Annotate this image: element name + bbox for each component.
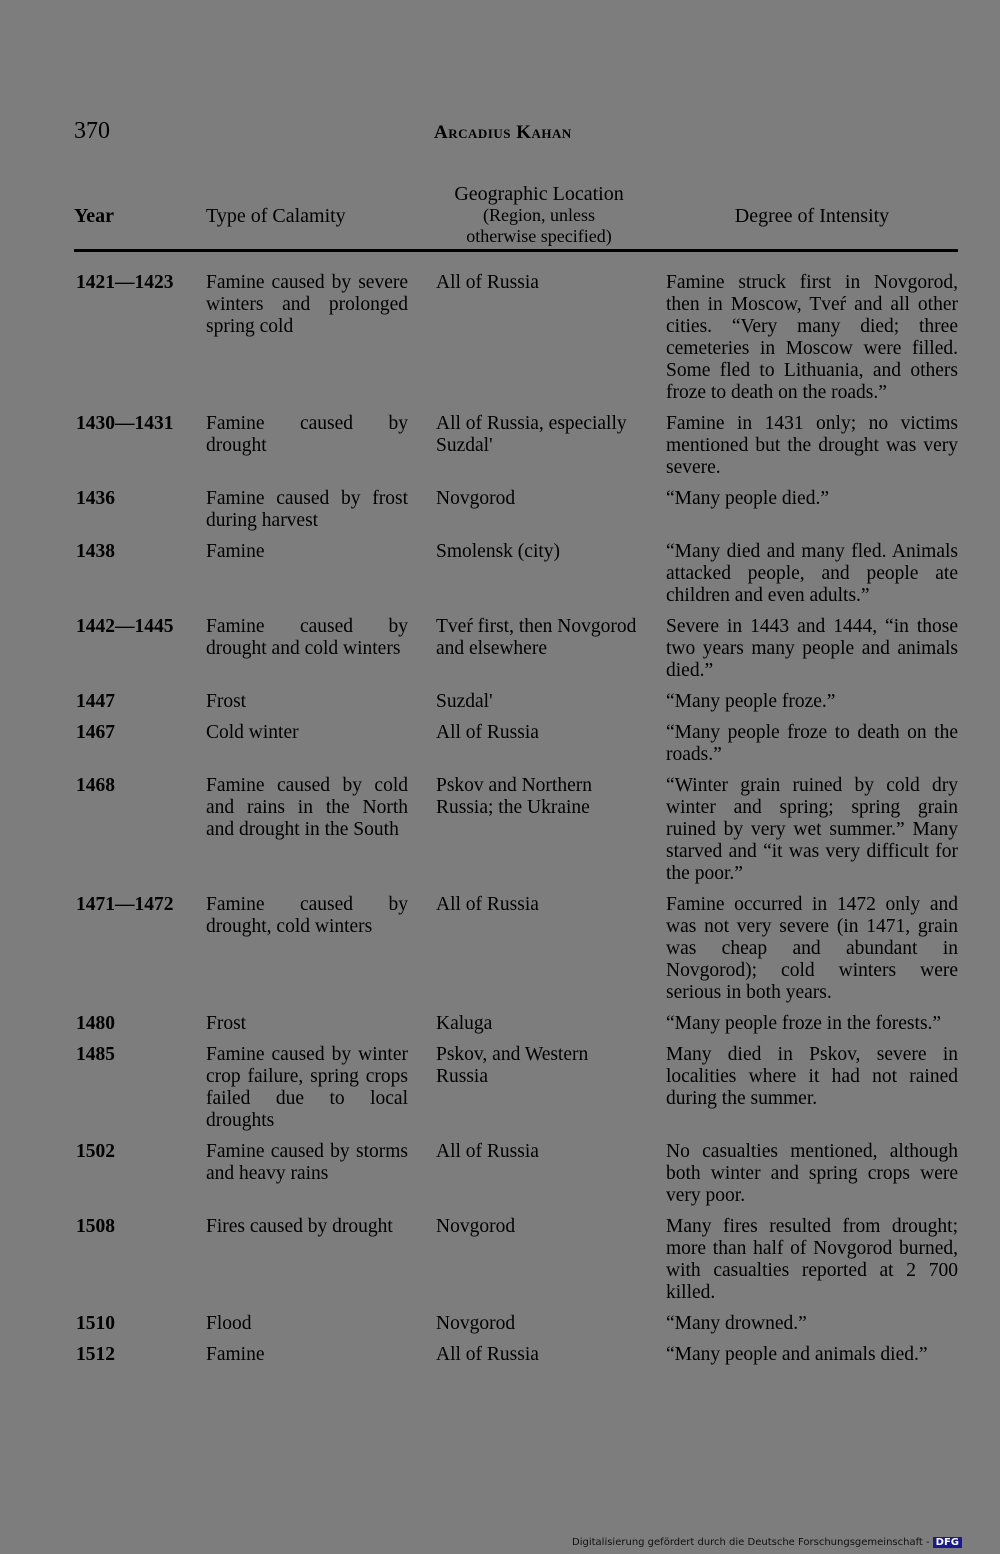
cell-year: 1467 [76, 722, 115, 743]
cell-type: Famine [206, 541, 265, 562]
cell-type: Flood [206, 1313, 252, 1334]
cell-location: All of Russia [436, 1141, 539, 1162]
cell-type: Frost [206, 1013, 247, 1034]
table-row [74, 1044, 958, 1141]
header-location-sub2: otherwise specified) [466, 226, 612, 246]
cell-intensity: Famine struck first in Novgorod, then in Moscow, Tveŕ and all other cities. “Very many died; three cemeteries in Moscow were filled. Some fled to Lithuania, and others froze to death on the roads.” [666, 272, 958, 403]
cell-intensity: Many died in Pskov, severe in localities where it had not rained during the summer. [666, 1044, 958, 1109]
cell-intensity: Severe in 1443 and 1444, “in those two years many people and animals died.” [666, 616, 958, 681]
cell-location: Novgorod [436, 488, 516, 509]
cell-type: Famine caused by drought [206, 413, 408, 456]
table-row [74, 1216, 958, 1313]
cell-location: Pskov, and Western Russia [436, 1044, 589, 1087]
cell-type: Fires caused by drought [206, 1216, 393, 1237]
cell-location: Smolensk (city) [436, 541, 561, 562]
dfg-logo: DFG [933, 1537, 962, 1548]
cell-intensity: “Many died and many fled. Animals attacked people, and people ate children and even adults.” [666, 541, 958, 606]
cell-year: 1485 [76, 1044, 115, 1065]
cell-year: 1438 [76, 541, 115, 562]
cell-type: Cold winter [206, 722, 299, 743]
cell-location: Kaluga [436, 1013, 493, 1034]
cell-year: 1430—1431 [76, 413, 174, 434]
cell-intensity: Many fires resulted from drought; more than half of Novgorod burned, with casualties reported at 2 700 killed. [666, 1216, 958, 1303]
table-row [74, 775, 958, 894]
header-location-sub1: (Region, unless [483, 205, 595, 225]
cell-type: Famine caused by cold and rains in the North and drought in the South [206, 775, 408, 840]
page-number: 370 [74, 118, 110, 144]
footer-text: Digitalisierung gefördert durch die Deutsche Forschungsgemeinschaft - [572, 1537, 930, 1548]
cell-year: 1512 [76, 1344, 115, 1365]
cell-location: All of Russia [436, 272, 539, 293]
cell-location: Novgorod [436, 1216, 516, 1237]
cell-type: Famine [206, 1344, 265, 1365]
cell-location: All of Russia [436, 722, 539, 743]
table-row [74, 1313, 958, 1344]
table-row [74, 1013, 958, 1044]
cell-intensity: “Many people froze to death on the roads.” [666, 722, 958, 765]
cell-year: 1468 [76, 775, 115, 796]
calamity-table [74, 184, 958, 1375]
cell-type: Famine caused by drought, cold winters [206, 894, 408, 937]
cell-location: Pskov and Northern Russia; the Ukraine [436, 775, 592, 818]
table-row [74, 1344, 958, 1375]
cell-location: All of Russia [436, 1344, 539, 1365]
table-body [74, 251, 958, 1376]
table-row [74, 1141, 958, 1216]
cell-intensity: No casualties mentioned, although both winter and spring crops were very poor. [666, 1141, 958, 1206]
cell-location: All of Russia [436, 894, 539, 915]
cell-year: 1508 [76, 1216, 115, 1237]
cell-intensity: “Many people froze in the forests.” [666, 1013, 942, 1034]
cell-intensity: “Many people died.” [666, 488, 829, 509]
cell-type: Frost [206, 691, 247, 712]
cell-year: 1471—1472 [76, 894, 174, 915]
header-location-title: Geographic Location [454, 183, 624, 205]
table-row [74, 251, 958, 414]
cell-intensity: “Winter grain ruined by cold dry winter and spring; spring grain ruined by very wet summer.” Many starved and “it was very difficult for the poor.” [666, 775, 958, 884]
cell-type: Famine caused by winter crop failure, spring crops failed due to local droughts [206, 1044, 408, 1131]
cell-intensity: “Many drowned.” [666, 1313, 807, 1334]
cell-year: 1421—1423 [76, 272, 174, 293]
cell-type: Famine caused by drought and cold winters [206, 616, 408, 659]
cell-intensity: “Many people and animals died.” [666, 1344, 928, 1365]
table-header-row [74, 184, 958, 251]
table-row [74, 488, 958, 541]
cell-year: 1502 [76, 1141, 115, 1162]
cell-year: 1447 [76, 691, 115, 712]
cell-type: Famine caused by frost during harvest [206, 488, 408, 531]
table-row [74, 616, 958, 691]
table-row [74, 541, 958, 616]
cell-intensity: Famine occurred in 1472 only and was not very severe (in 1471, grain was cheap and abundant in Novgorod); cold winters were serious in both years. [666, 894, 958, 1003]
cell-location: All of Russia, especially Suzdal' [436, 413, 627, 456]
cell-year: 1480 [76, 1013, 115, 1034]
header-type: Type of Calamity [204, 184, 436, 251]
cell-type: Famine caused by severe winters and prolonged spring cold [206, 272, 408, 337]
cell-location: Novgorod [436, 1313, 516, 1334]
footer-credit [572, 1537, 962, 1548]
cell-year: 1436 [76, 488, 115, 509]
header-year: Year [74, 184, 204, 251]
cell-location: Suzdal' [436, 691, 493, 712]
cell-type: Famine caused by storms and heavy rains [206, 1141, 408, 1184]
header-intensity: Degree of Intensity [666, 184, 958, 251]
running-head: Arcadius Kahan [434, 122, 572, 143]
cell-year: 1442—1445 [76, 616, 174, 637]
cell-year: 1510 [76, 1313, 115, 1334]
cell-intensity: “Many people froze.” [666, 691, 836, 712]
table-row [74, 722, 958, 775]
table-row [74, 691, 958, 722]
cell-location: Tveŕ first, then Novgorod and elsewhere [436, 616, 637, 659]
cell-intensity: Famine in 1431 only; no victims mentioned but the drought was very severe. [666, 413, 958, 478]
table-row [74, 894, 958, 1013]
header-location [436, 184, 666, 251]
table-row [74, 413, 958, 488]
